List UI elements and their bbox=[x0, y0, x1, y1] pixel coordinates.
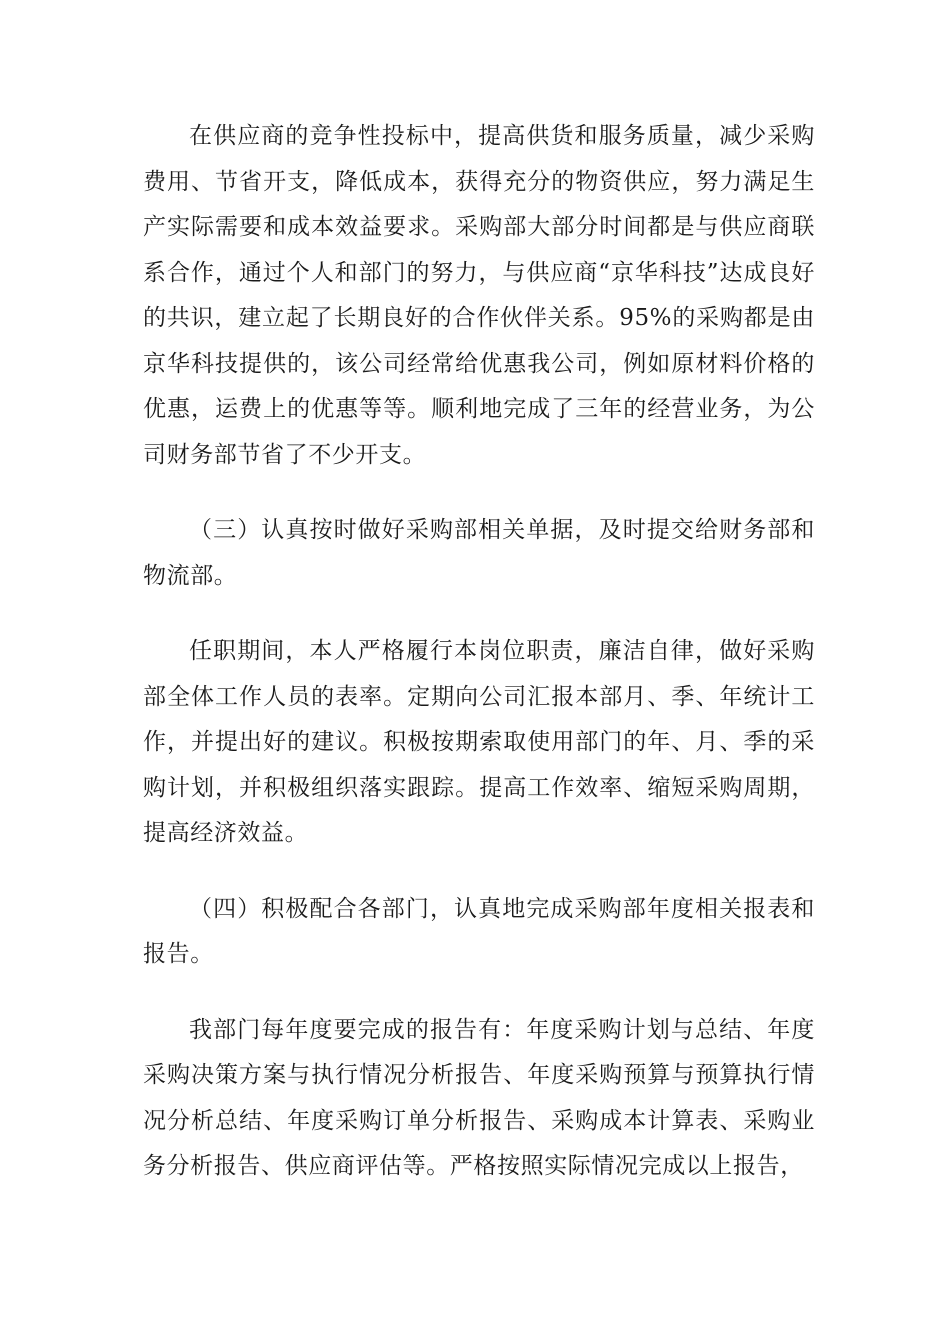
section-heading-3: （三）认真按时做好采购部相关单据，及时提交给财务部和物流部。 bbox=[143, 517, 815, 589]
section-heading-4: （四）积极配合各部门，认真地完成采购部年度相关报表和报告。 bbox=[143, 895, 815, 967]
paragraph-supplier-cooperation: 在供应商的竞争性投标中，提高供货和服务质量，减少采购费用、节省开支，降低成本，获得充分的物资供应，努力满足生产实际需要和成本效益要求。采购部大部分时间都是与供应商联系合作，通过个人和部门的努力，与供应商“京华科技”达成良好的共识，建立起了长期良好的合作伙伴关系。95%的采购都是由京华科技提供的，该公司经常给优惠我公司，例如原材料价格的优惠，运费上的优惠等等。顺利地完成了三年的经营业务，为公司财务部节省了不少开支。 bbox=[143, 123, 815, 468]
document-body bbox=[143, 114, 815, 1190]
paragraph-duties: 任职期间，本人严格履行本岗位职责，廉洁自律，做好采购部全体工作人员的表率。定期向公司汇报本部月、季、年统计工作，并提出好的建议。积极按期索取使用部门的年、月、季的采购计划，并积极组织落实跟踪。提高工作效率、缩短采购周期，提高经济效益。 bbox=[143, 638, 815, 846]
paragraph-annual-reports: 我部门每年度要完成的报告有：年度采购计划与总结、年度采购决策方案与执行情况分析报告、年度采购预算与预算执行情况分析总结、年度采购订单分析报告、采购成本计算表、采购业务分析报告、供应商评估等。严格按照实际情况完成以上报告， bbox=[143, 1016, 815, 1179]
